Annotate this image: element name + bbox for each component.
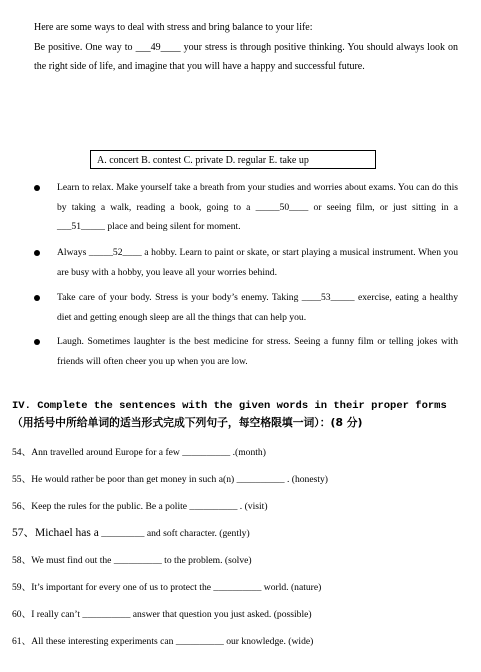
- question-item: [12, 580, 472, 596]
- section-subtitle: （用括号中所给单词的适当形式完成下列句子，每空格限填一词）：(8 分): [12, 416, 363, 429]
- question-text: We must find out the __________ to the problem. (solve): [31, 555, 252, 566]
- word-options-box: A. concert B. contest C. private D. regular E. take up: [90, 150, 376, 169]
- question-text: I really can’t __________ answer that question you just asked. (possible): [31, 609, 312, 620]
- passage-intro: [34, 18, 458, 77]
- question-number: 61、: [12, 636, 32, 647]
- question-item: [12, 553, 472, 569]
- bullet-text: Laugh. Sometimes laughter is the best medicine for stress. Seeing a funny film or telling jokes with friends will often cheer you up when you are low.: [57, 336, 458, 367]
- question-item: [12, 499, 472, 515]
- bullet-text: Take care of your body. Stress is your body’s enemy. Taking ____53_____ exercise, eating a healthy diet and getting enough sleep are all the things that can help you.: [57, 292, 458, 323]
- question-number: 59、: [12, 582, 32, 593]
- question-text-lead: Michael has a: [35, 527, 99, 539]
- bullet-dot-icon: [34, 250, 40, 256]
- bullet-dot-icon: [34, 185, 40, 191]
- bullet-text: Learn to relax. Make yourself take a breath from your studies and worries about exams. You can do this by taking a walk, reading a book, going to a _____50____ or seeing film, or just sitting in a ___51_____ place and being silent for moment.: [57, 182, 458, 232]
- question-text: _________ and soft character. (gently): [98, 528, 250, 539]
- bullet-dot-icon: [34, 339, 40, 345]
- question-number: 58、: [12, 555, 32, 566]
- question-item: [12, 525, 472, 542]
- bullet-item: [34, 178, 458, 237]
- question-text: All these interesting experiments can __________ our knowledge. (wide): [31, 636, 314, 647]
- question-item: [12, 445, 472, 461]
- question-number: 60、: [12, 609, 32, 620]
- question-text: He would rather be poor than get money in such a(n) __________ . (honesty): [31, 474, 328, 485]
- question-item: [12, 634, 472, 650]
- question-item: [12, 607, 472, 623]
- question-number: 54、: [12, 447, 32, 458]
- intro-line: Here are some ways to deal with stress and bring balance to your life:: [34, 22, 313, 33]
- bullet-text: Always _____52____ a hobby. Learn to paint or skate, or start playing a musical instrument. When you are busy with a hobby, you leave all your worries behind.: [57, 247, 458, 278]
- section-title: IV. Complete the sentences with the given words in their proper forms: [12, 400, 447, 412]
- question-number: 57、: [12, 527, 35, 539]
- question-text: Keep the rules for the public. Be a polite __________ . (visit): [31, 501, 268, 512]
- question-number: 55、: [12, 474, 32, 485]
- question-number: 56、: [12, 501, 32, 512]
- bullet-item: [34, 288, 458, 327]
- intro-paragraph: Be positive. One way to ___49____ your stress is through positive thinking. You should always look on the right side of life, and imagine that you will have a happy and successful future.: [34, 41, 458, 72]
- question-text: It’s important for every one of us to protect the __________ world. (nature): [31, 582, 322, 593]
- bullet-item: [34, 243, 458, 282]
- bullet-dot-icon: [34, 295, 40, 301]
- question-item: [12, 472, 472, 488]
- question-text: Ann travelled around Europe for a few __________ .(month): [31, 447, 266, 458]
- bullet-item: [34, 332, 458, 371]
